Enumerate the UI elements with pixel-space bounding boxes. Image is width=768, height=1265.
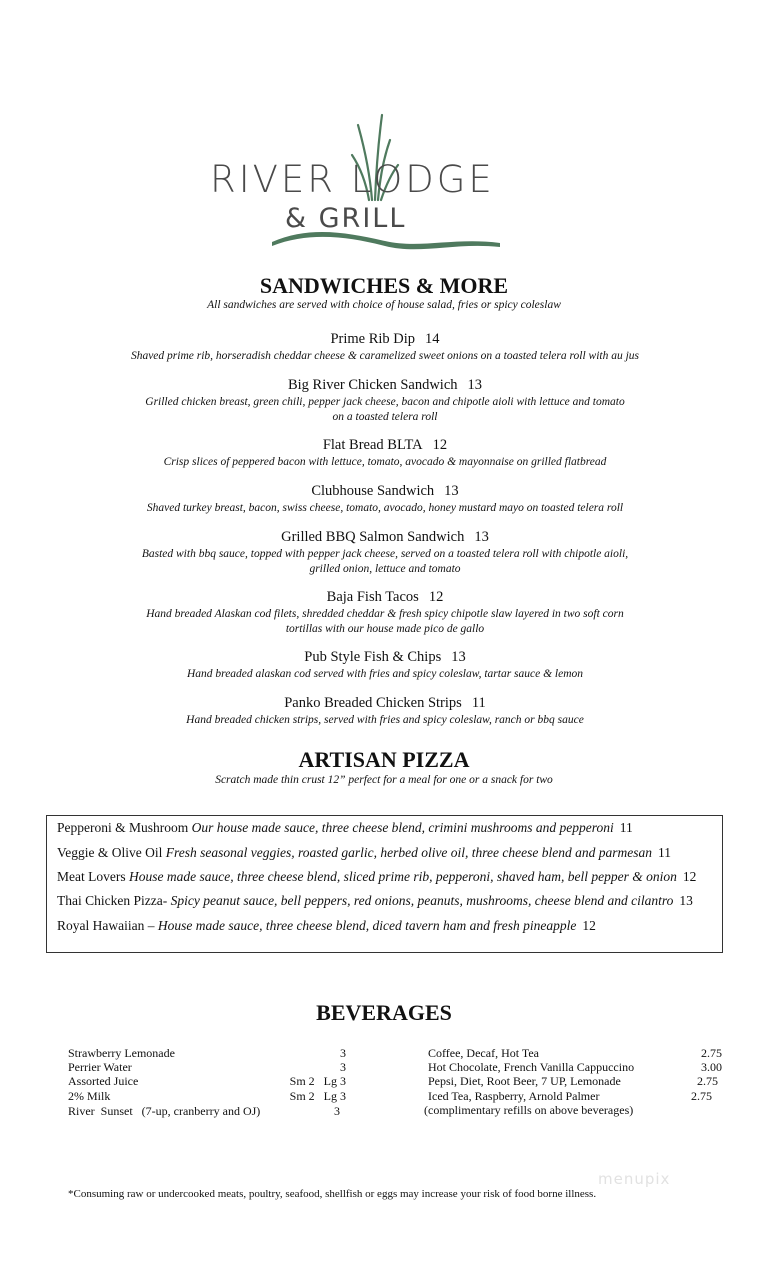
beverage-price: 2.75 bbox=[701, 1046, 722, 1060]
beverage-note: (complimentary refills on above beverages) bbox=[424, 1103, 634, 1117]
pizza-name: Royal Hawaiian – bbox=[57, 918, 155, 933]
item-name: Prime Rib Dip bbox=[330, 331, 416, 347]
item-desc: Hand breaded alaskan cod served with fries and spicy coleslaw, tartar sauce & lemon bbox=[186, 668, 584, 680]
beverage-price: 3 bbox=[340, 1060, 346, 1074]
pizza-item bbox=[57, 893, 693, 909]
item-desc: Hand breaded chicken strips, served with fries and spicy coleslaw, ranch or bbq sauce bbox=[186, 714, 584, 726]
pizza-box bbox=[46, 815, 723, 953]
pizza-item bbox=[57, 845, 671, 861]
menu-item bbox=[80, 482, 690, 516]
item-name: Clubhouse Sandwich bbox=[311, 483, 435, 499]
item-price: 13 bbox=[451, 649, 466, 665]
item-desc: Crisp slices of peppered bacon with lettuce, tomato, avocado & mayonnaise on grilled flatbread bbox=[163, 456, 607, 468]
beverage-name: River Sunset (7-up, cranberry and OJ) bbox=[68, 1104, 261, 1118]
item-name: Baja Fish Tacos bbox=[326, 589, 419, 605]
pizza-name: Veggie & Olive Oil bbox=[57, 845, 163, 860]
sandwiches-note: All sandwiches are served with choice of house salad, fries or spicy coleslaw bbox=[207, 299, 561, 311]
logo-subtitle: & GRILL bbox=[285, 203, 407, 234]
pizza-price: 12 bbox=[582, 918, 596, 933]
menu-item bbox=[80, 330, 690, 364]
pizza-desc: House made sauce, three cheese blend, sliced prime rib, pepperoni, shaved ham, bell pepper & onion bbox=[128, 869, 677, 884]
beverage-price: 3 bbox=[334, 1104, 340, 1118]
item-name: Grilled BBQ Salmon Sandwich bbox=[281, 529, 465, 545]
pizza-item bbox=[57, 820, 633, 836]
beverage-price: 2.75 bbox=[691, 1089, 712, 1103]
item-price: 13 bbox=[444, 483, 459, 499]
menu-item bbox=[80, 588, 690, 637]
pizza-price: 11 bbox=[658, 845, 672, 860]
watermark: menupix bbox=[598, 1170, 671, 1188]
pizza-name: Meat Lovers bbox=[57, 869, 126, 884]
beverage-name: Iced Tea, Raspberry, Arnold Palmer bbox=[428, 1089, 600, 1103]
item-price: 12 bbox=[428, 589, 444, 605]
item-price: 14 bbox=[425, 331, 440, 347]
sandwiches-title: SANDWICHES & MORE bbox=[259, 273, 509, 298]
pizza-name: Thai Chicken Pizza- bbox=[57, 893, 168, 908]
item-desc: Grilled chicken breast, green chili, pepper jack cheese, bacon and chipotle aioli with lettuce and tomato bbox=[145, 396, 625, 408]
beverage-name: Hot Chocolate, French Vanilla Cappuccino bbox=[428, 1060, 635, 1074]
pizza-item bbox=[57, 918, 596, 934]
menu-item bbox=[80, 376, 690, 425]
menu-item bbox=[80, 436, 690, 470]
item-desc: Basted with bbq sauce, topped with pepper jack cheese, served on a toasted telera roll with chipotle aioli, bbox=[141, 548, 629, 560]
pizza-item bbox=[57, 869, 696, 885]
item-name: Panko Breaded Chicken Strips bbox=[284, 695, 462, 711]
item-desc: grilled onion, lettuce and tomato bbox=[309, 563, 461, 575]
beverage-price: 3 bbox=[340, 1046, 346, 1060]
item-name: Pub Style Fish & Chips bbox=[304, 649, 442, 665]
pizza-name: Pepperoni & Mushroom bbox=[57, 820, 189, 835]
beverage-name: Perrier Water bbox=[68, 1060, 132, 1074]
logo-title: RIVER LODGE bbox=[210, 158, 495, 201]
item-desc: on a toasted telera roll bbox=[332, 411, 438, 423]
item-desc: Hand breaded Alaskan cod filets, shredded cheddar & fresh spicy chipotle slaw layered in two soft corn bbox=[146, 608, 624, 620]
item-desc: Shaved turkey breast, bacon, swiss cheese, tomato, avocado, honey mustard mayo on toasted telera roll bbox=[146, 502, 624, 514]
pizza-title: ARTISAN PIZZA bbox=[298, 747, 470, 772]
pizza-desc: Our house made sauce, three cheese blend, crimini mushrooms and pepperoni bbox=[191, 820, 614, 835]
item-price: 11 bbox=[471, 695, 486, 711]
item-price: 13 bbox=[474, 529, 489, 545]
beverages-title: BEVERAGES bbox=[316, 1000, 452, 1025]
beverage-name: Coffee, Decaf, Hot Tea bbox=[428, 1046, 539, 1060]
pizza-price: 13 bbox=[679, 893, 693, 908]
menu-item bbox=[80, 694, 690, 728]
beverage-price: 2.75 bbox=[697, 1074, 718, 1088]
menu-item bbox=[80, 528, 690, 577]
beverage-name: Assorted Juice bbox=[68, 1074, 139, 1088]
item-price: 13 bbox=[467, 377, 483, 393]
item-name: Big River Chicken Sandwich bbox=[287, 377, 458, 393]
item-desc: Shaved prime rib, horseradish cheddar cheese & caramelized sweet onions on a toasted telera roll with au jus bbox=[130, 350, 640, 362]
item-desc: tortillas with our house made pico de gallo bbox=[285, 623, 485, 635]
pizza-price: 11 bbox=[619, 820, 633, 835]
wave-icon bbox=[272, 232, 500, 249]
pizza-desc: House made sauce, three cheese blend, diced tavern ham and fresh pineapple bbox=[157, 918, 577, 933]
beverage-price: Sm 2 Lg 3 bbox=[289, 1074, 346, 1088]
beverage-name: Strawberry Lemonade bbox=[68, 1046, 175, 1060]
beverage-name: 2% Milk bbox=[68, 1089, 111, 1103]
item-name: Flat Bread BLTA bbox=[322, 437, 423, 453]
pizza-desc: Spicy peanut sauce, bell peppers, red onions, peanuts, mushrooms, cheese blend and cilantro bbox=[170, 893, 674, 908]
beverage-price: Sm 2 Lg 3 bbox=[289, 1089, 346, 1103]
pizza-price: 12 bbox=[682, 869, 697, 884]
menu-item bbox=[80, 648, 690, 682]
pizza-desc: Fresh seasonal veggies, roasted garlic, herbed olive oil, three cheese blend and parmesan bbox=[165, 845, 653, 860]
beverage-name: Pepsi, Diet, Root Beer, 7 UP, Lemonade bbox=[428, 1074, 621, 1088]
beverage-price: 3.00 bbox=[701, 1060, 722, 1074]
footnote: *Consuming raw or undercooked meats, poultry, seafood, shellfish or eggs may increase your risk of food borne illness. bbox=[68, 1188, 597, 1200]
pizza-note: Scratch made thin crust 12” perfect for a meal for one or a snack for two bbox=[215, 774, 553, 786]
item-price: 12 bbox=[432, 437, 448, 453]
